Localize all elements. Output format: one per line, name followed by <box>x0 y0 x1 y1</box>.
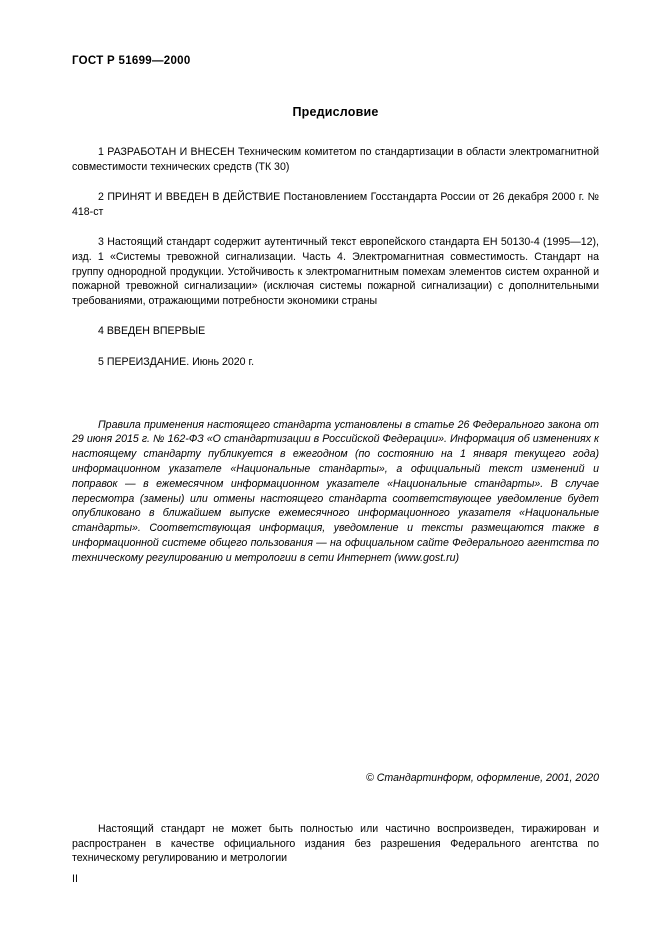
standard-number: ГОСТ Р 51699—2000 <box>72 55 191 67</box>
reproduction-notice: Настоящий стандарт не может быть полностью или частично воспроизведен, тиражирован и распространен в качестве официального издания без разрешения Федерального агентства по техническому регулированию и метрологии <box>72 823 599 865</box>
copyright-notice: © Стандартинформ, оформление, 2001, 2020 <box>366 772 599 784</box>
foreword-item-3: 3 Настоящий стандарт содержит аутентичный текст европейского стандарта ЕН 50130-4 (1995—12), изд. 1 «Системы тревожной сигнализации. Часть 4. Электромагнитная совместимость. Стандарт на группу однородной продукции. Устойчивость к электромагнитным помехам элементов систем охранной и пожарной тревожной сигнализации» (исключая системы пожарной сигнализации) с дополнительными требованиями, отражающими потребности экономики страны <box>72 236 599 307</box>
foreword-item-2: 2 ПРИНЯТ И ВВЕДЕН В ДЕЙСТВИЕ Постановлением Госстандарта России от 26 декабря 2000 г. № 418-ст <box>72 191 599 218</box>
application-rules-note: Правила применения настоящего стандарта установлены в статье 26 Федерального закона от 29 июня 2015 г. № 162-ФЗ «О стандартизации в Российской Федерации». Информация об изменениях к настоящему стандарту публикуется в ежегодном (по состоянию на 1 января текущего года) информационном указателе «Национальные стандарты», а официальный текст изменений и поправок — в ежемесячном информационном указателе «Национальные стандарты». В случае пересмотра (замены) или отмены настоящего стандарта соответствующее уведомление будет опубликовано в ближайшем выпуске ежемесячного информационного указателя «Национальные стандарты». Соответствующая информация, уведомление и тексты размещаются также в информационной системе общего пользования — на официальном сайте Федерального агентства по техническому регулированию и метрологии в сети Интернет (www.gost.ru) <box>72 418 599 564</box>
page-number: II <box>72 873 78 885</box>
page-title: Предисловие <box>292 105 379 119</box>
foreword-item-5: 5 ПЕРЕИЗДАНИЕ. Июнь 2020 г. <box>98 355 255 368</box>
foreword-item-4: 4 ВВЕДЕН ВПЕРВЫЕ <box>98 325 206 338</box>
foreword-item-1: 1 РАЗРАБОТАН И ВНЕСЕН Техническим комитетом по стандартизации в области электромагнитной совместимости технических средств (ТК 30) <box>72 146 599 173</box>
